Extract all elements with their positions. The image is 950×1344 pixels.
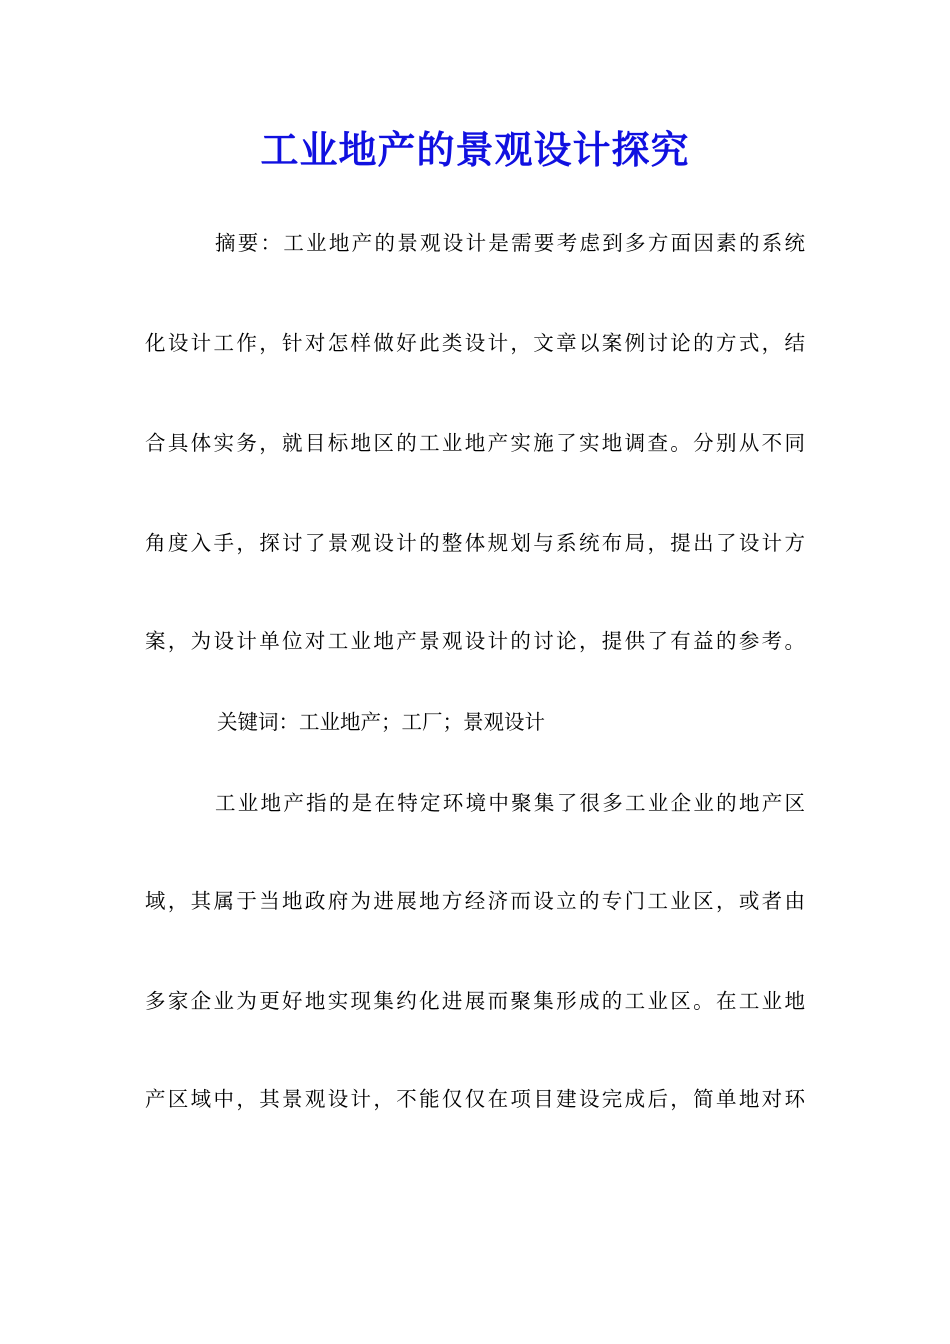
body-line: 工业地产指的是在特定环境中聚集了很多工业企业的地产区 <box>215 791 805 815</box>
abstract-line: 案，为设计单位对工业地产景观设计的讨论，提供了有益的参考。 <box>145 629 805 653</box>
document-title: 工业地产的景观设计探究 <box>260 127 690 172</box>
abstract-line: 摘要：工业地产的景观设计是需要考虑到多方面因素的系统 <box>215 231 805 255</box>
abstract-line: 化设计工作，针对怎样做好此类设计，文章以案例讨论的方式，结 <box>145 331 805 355</box>
body-line: 域，其属于当地政府为进展地方经济而设立的专门工业区，或者由 <box>145 889 805 913</box>
abstract-line: 角度入手，探讨了景观设计的整体规划与系统布局，提出了设计方 <box>145 531 805 555</box>
body-line: 产区域中，其景观设计，不能仅仅在项目建设完成后，简单地对环 <box>145 1087 805 1111</box>
abstract-line: 合具体实务，就目标地区的工业地产实施了实地调查。分别从不同 <box>145 431 805 455</box>
keywords-line: 关键词：工业地产；工厂；景观设计 <box>217 710 545 734</box>
body-line: 多家企业为更好地实现集约化进展而聚集形成的工业区。在工业地 <box>145 989 805 1013</box>
